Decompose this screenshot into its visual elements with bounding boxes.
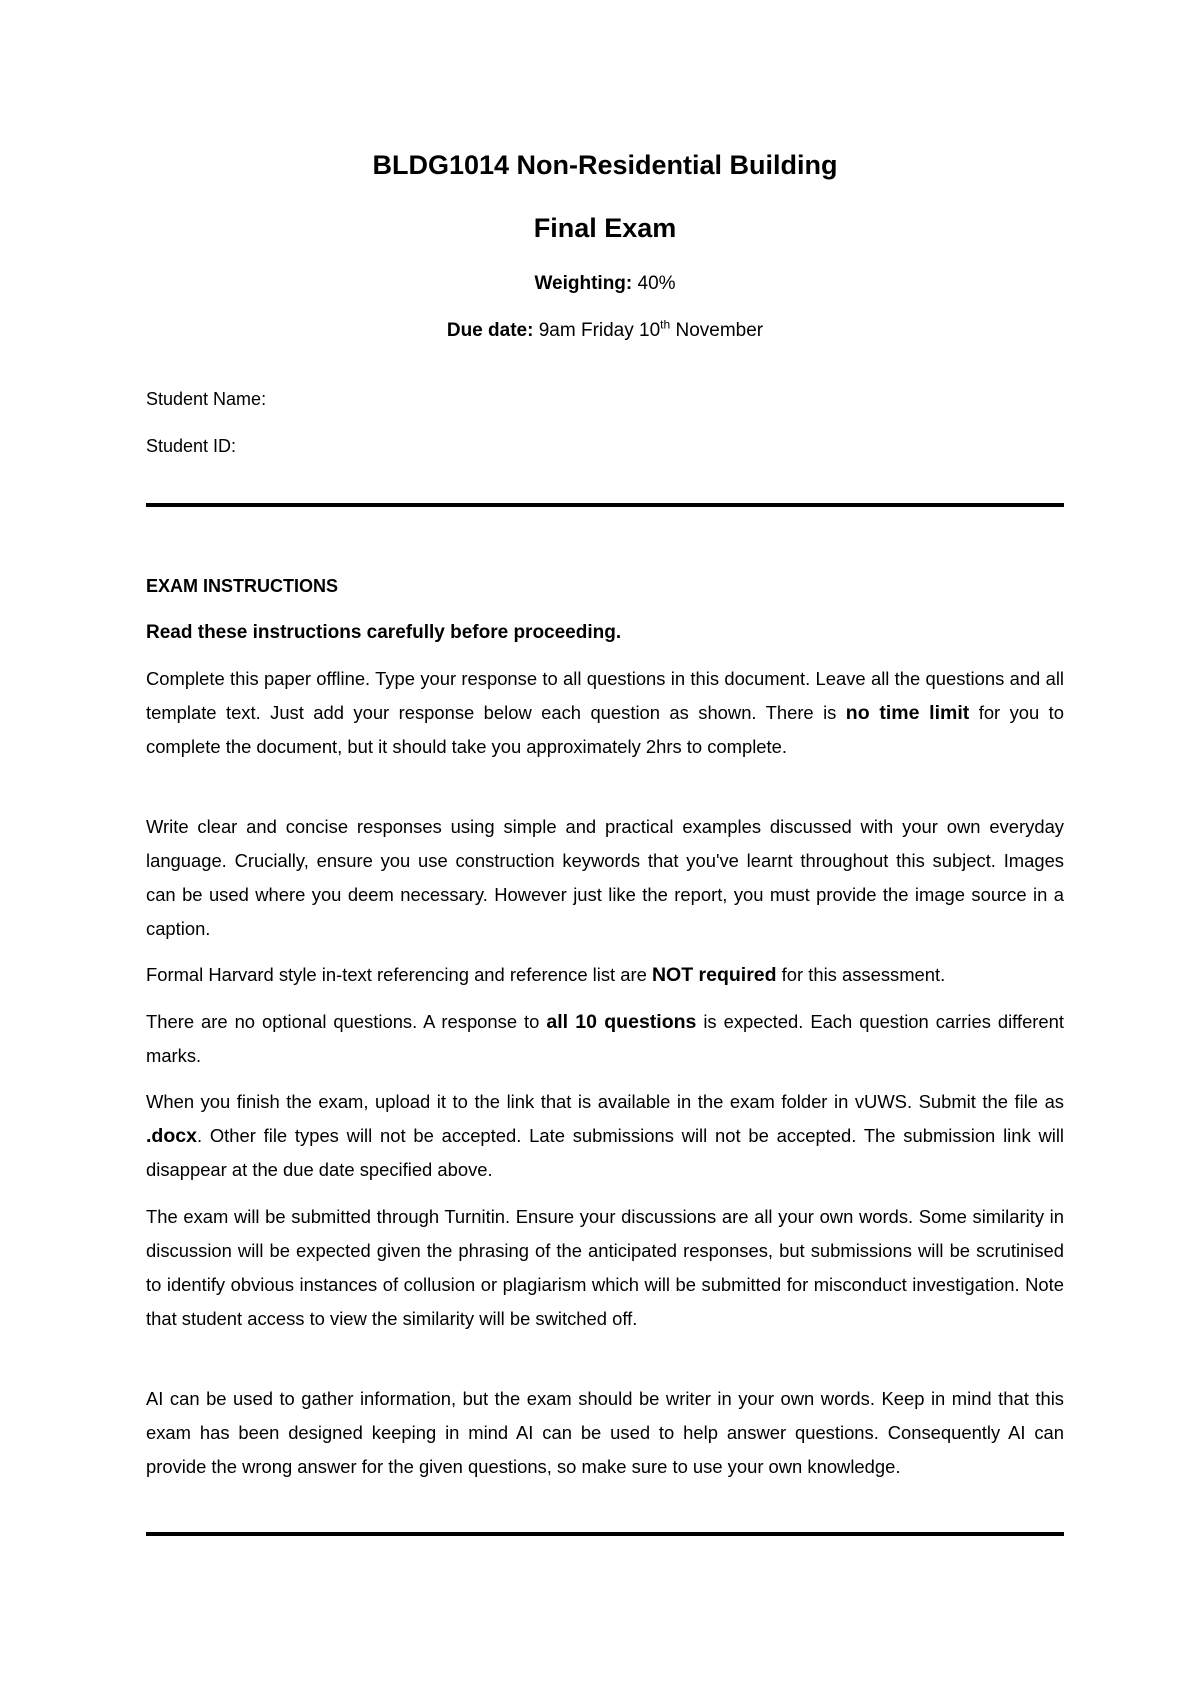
document-subtitle: Final Exam bbox=[533, 213, 677, 243]
student-id-field: Student ID: bbox=[146, 436, 237, 456]
instruction-paragraph-turnitin: The exam will be submitted through Turnitin. Ensure your discussions are all your own words. Some similarity in discussion will be expected given the phrasing of the anticipated responses, but submissions will be scrutinised to identify obvious instances of collusion or plagiarism which will be submitted for misconduct investigation. Note that student access to view the similarity will be switched off. bbox=[146, 1206, 1064, 1329]
p4-text-a: There are no optional questions. A response to bbox=[146, 1011, 547, 1032]
divider-bottom bbox=[146, 1532, 1064, 1536]
p5-emphasis: .docx bbox=[146, 1125, 197, 1147]
p4-emphasis: all 10 questions bbox=[546, 1011, 697, 1033]
instruction-paragraph-style: Write clear and concise responses using simple and practical examples discussed with your own everyday language. Crucially, ensure you use construction keywords that you've learnt throughout this subject. Images can be used where you deem necessary. However just like the report, you must provide the image source in a caption. bbox=[146, 816, 1064, 939]
student-name-field: Student Name: bbox=[146, 389, 267, 409]
due-date-value bbox=[538, 317, 764, 341]
p1-text-a: Complete this paper offline. Type your response to all questions in this document. Leave all the questions and all template text. Just add your response below each question as shown. There is bbox=[146, 668, 1064, 723]
due-date-line bbox=[146, 318, 1064, 344]
p5-text-c: . Other file types will not be accepted. Late submissions will not be accepted. The submission link will disappear at the due date specified above. bbox=[146, 1125, 1064, 1180]
instruction-paragraph-questions bbox=[146, 1005, 1064, 1073]
instructions-heading: EXAM INSTRUCTIONS bbox=[146, 576, 339, 596]
instruction-paragraph-offline bbox=[146, 662, 1064, 764]
due-date-day: 9am Friday 10 bbox=[538, 320, 661, 341]
due-date-month: November bbox=[675, 320, 764, 341]
p3-text-c: for this assessment. bbox=[776, 964, 946, 985]
p5-text-a: When you finish the exam, upload it to the link that is available in the exam folder in vUWS. Submit the file as bbox=[146, 1091, 1064, 1112]
due-date-ordinal: th bbox=[660, 317, 671, 332]
weighting-line bbox=[146, 271, 1064, 297]
weighting-value: 40% bbox=[637, 273, 676, 294]
due-date-label: Due date: bbox=[446, 320, 534, 341]
instruction-paragraph-referencing bbox=[146, 958, 1064, 992]
p1-text-c: for you to complete the document, but it should take you approximately 2hrs to complete. bbox=[146, 702, 1065, 757]
instruction-paragraph-submission bbox=[146, 1085, 1064, 1187]
p4-text-c: is expected. Each question carries different marks. bbox=[146, 1011, 1064, 1066]
p3-text-a: Formal Harvard style in-text referencing and reference list are bbox=[146, 964, 652, 985]
instruction-paragraph-ai: AI can be used to gather information, but the exam should be writer in your own words. Keep in mind that this exam has been designed keeping in mind AI can be used to help answer questions. Consequently AI can provide the wrong answer for the given questions, so make sure to use your own knowledge. bbox=[146, 1388, 1064, 1477]
document-title: BLDG1014 Non-Residential Building bbox=[372, 150, 838, 180]
p1-emphasis: no time limit bbox=[845, 702, 970, 724]
divider-top bbox=[146, 503, 1064, 507]
p3-emphasis: NOT required bbox=[651, 964, 777, 986]
read-notice: Read these instructions carefully before proceeding. bbox=[146, 622, 622, 643]
weighting-label: Weighting: bbox=[534, 273, 633, 294]
